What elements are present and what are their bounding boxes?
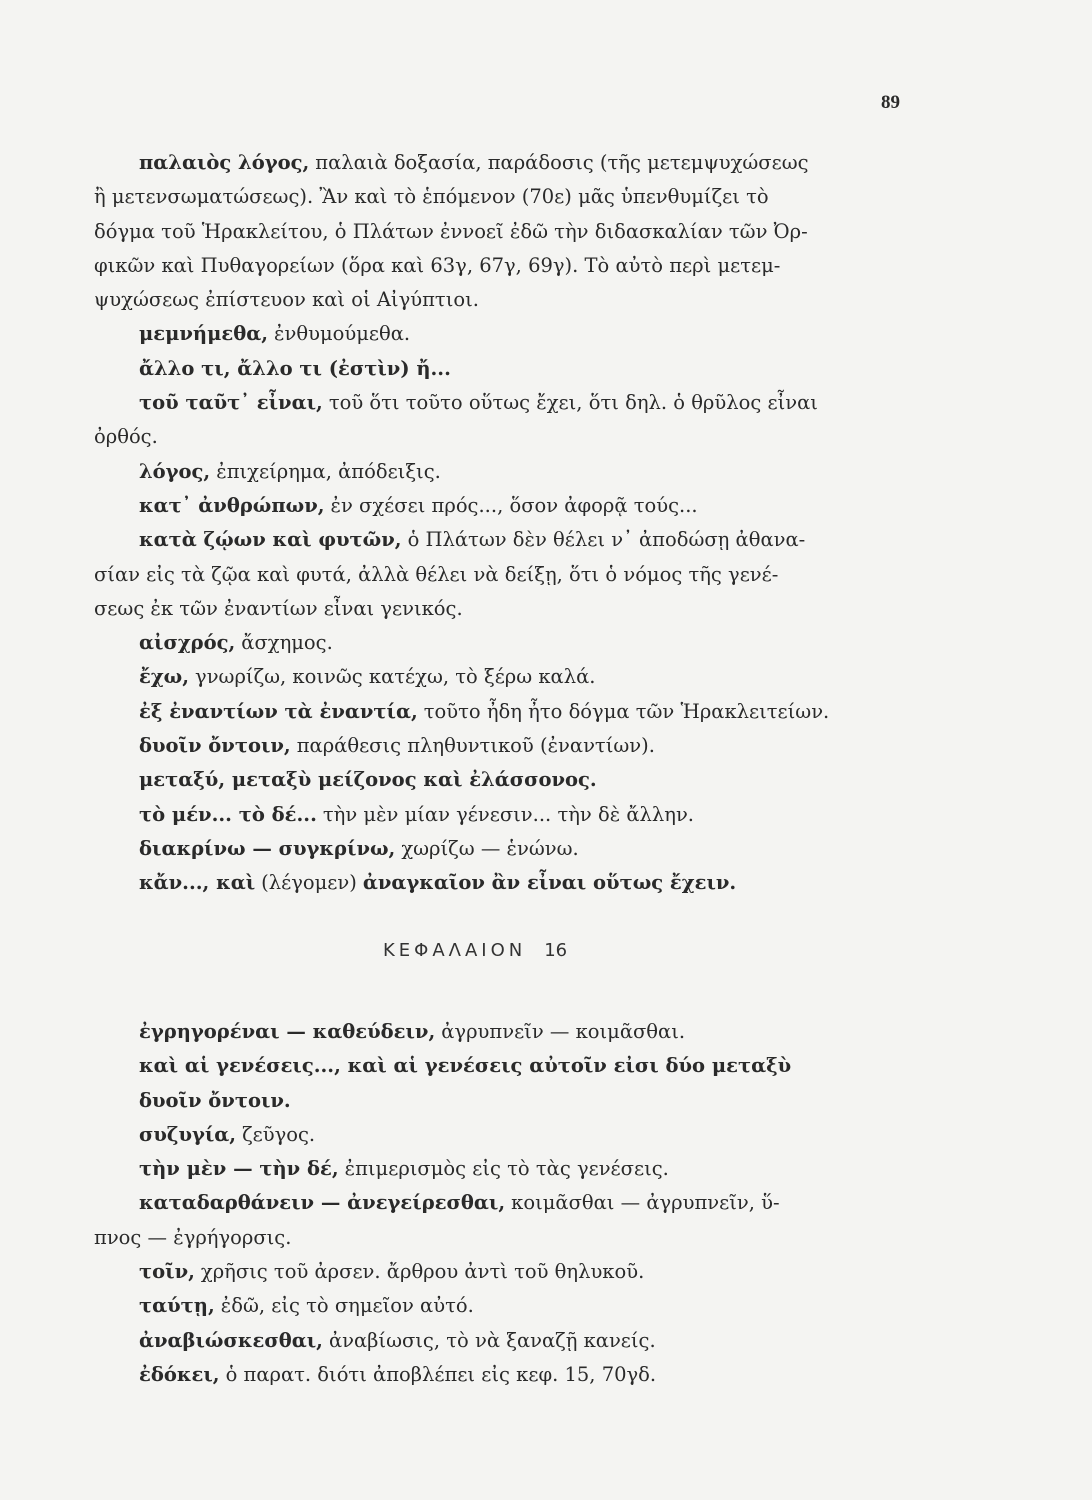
- gloss-text: ἐνθυμούμεθα.: [274, 322, 411, 346]
- commentary-section-1: [94, 146, 919, 901]
- lemma-term: διακρίνω — συγκρίνω,: [139, 836, 396, 860]
- commentary-line: [139, 626, 919, 660]
- lemma-term: παλαιὸς λόγος,: [139, 151, 310, 174]
- commentary-line: [139, 352, 919, 386]
- lemma-term: ταύτῃ,: [139, 1294, 215, 1318]
- lemma-term: ἄλλο τι, ἄλλο τι (ἐστὶν) ἤ...: [139, 356, 451, 380]
- gloss-text: χρῆσις τοῦ ἀρσεν. ἄρθρου ἀντὶ τοῦ θηλυκοῦ.: [200, 1260, 645, 1284]
- commentary-section-2: [94, 1015, 919, 1392]
- commentary-line: [139, 386, 919, 420]
- gloss-text: ἐδῶ, εἰς τὸ σημεῖον αὐτό.: [220, 1294, 474, 1318]
- commentary-line: [139, 489, 919, 523]
- commentary-line: [139, 1358, 919, 1392]
- commentary-line: [139, 1015, 919, 1049]
- lemma-term: μεμνήμεθα,: [139, 322, 269, 346]
- gloss-text: ἀγρυπνεῖν — κοιμᾶσθαι.: [441, 1020, 686, 1043]
- gloss-text: ἀναβίωσις, τὸ νὰ ξαναζῇ κανείς.: [328, 1328, 656, 1352]
- gloss-text: κοιμᾶσθαι — ἀγρυπνεῖν, ὕ-: [511, 1191, 780, 1215]
- lemma-term: τοῖν,: [139, 1260, 195, 1284]
- commentary-line: [94, 558, 875, 592]
- gloss-text: παλαιὰ δοξασία, παράδοσις (τῆς μετεμψυχώσεως: [315, 151, 809, 174]
- gloss-text: ἐν σχέσει πρός..., ὅσον ἀφορᾷ τούς...: [330, 493, 698, 517]
- lemma-term: κατὰ ζῴων καὶ φυτῶν,: [139, 528, 402, 552]
- lemma-term: μεταξύ, μεταξὺ μείζονος καὶ ἐλάσσονος.: [139, 768, 597, 792]
- commentary-line: [139, 832, 919, 866]
- lemma-term: ἔχω,: [139, 665, 190, 689]
- lemma-term: τὸ μέν... τὸ δέ...: [139, 802, 317, 826]
- gloss-text: ψυχώσεως ἐπίστευον καὶ οἱ Αἰγύπτιοι.: [94, 288, 479, 312]
- gloss-text: ὀρθός.: [94, 425, 158, 449]
- gloss-text: ἐπιχείρημα, ἀπόδειξις.: [216, 459, 441, 483]
- commentary-line: [94, 1221, 875, 1255]
- chapter-label: ΚΕΦΑΛΑΙΟΝ: [383, 940, 527, 961]
- gloss-text: ζεῦγος.: [242, 1122, 316, 1146]
- chapter-heading: [383, 940, 567, 961]
- commentary-line: [139, 455, 919, 489]
- commentary-line: [139, 1118, 919, 1152]
- commentary-line: [94, 420, 875, 454]
- page-number: 89: [881, 92, 900, 113]
- gloss-text: χωρίζω — ἑνώνω.: [401, 836, 579, 860]
- gloss-text: γνωρίζω, κοινῶς κατέχω, τὸ ξέρω καλά.: [195, 665, 596, 689]
- lemma-term: συζυγία,: [139, 1122, 237, 1146]
- commentary-line: [139, 1186, 919, 1220]
- gloss-text: πνος — ἐγρήγορσις.: [94, 1225, 292, 1249]
- gloss-text: ὁ Πλάτων δὲν θέλει ν᾽ ἀποδώσῃ ἀθανα-: [407, 528, 806, 552]
- lemma-term: κατ᾽ ἀνθρώπων,: [139, 493, 325, 517]
- lemma-term: καταδαρθάνειν — ἀνεγείρεσθαι,: [139, 1191, 506, 1215]
- commentary-line: [139, 695, 919, 729]
- gloss-text: φικῶν καὶ Πυθαγορείων (ὅρα καὶ 63γ, 67γ, 69γ). Τὸ αὐτὸ περὶ μετεμ-: [94, 253, 781, 277]
- lemma-term: λόγος,: [139, 459, 211, 483]
- commentary-line: [139, 1152, 919, 1186]
- commentary-line: [139, 1255, 919, 1289]
- gloss-text: τὴν μὲν μίαν γένεσιν... τὴν δὲ ἄλλην.: [322, 802, 694, 826]
- commentary-line: [139, 146, 919, 180]
- commentary-line: [139, 1049, 919, 1083]
- commentary-line: [94, 283, 875, 317]
- lemma-term: δυοῖν ὄντοιν.: [139, 1088, 291, 1112]
- commentary-line: [94, 592, 875, 626]
- chapter-number: 16: [544, 940, 568, 961]
- gloss-text: δόγμα τοῦ Ἡρακλείτου, ὁ Πλάτων ἐννοεῖ ἐδῶ τὴν διδασκαλίαν τῶν Ὀρ-: [94, 219, 808, 243]
- gloss-text: σίαν εἰς τὰ ζῷα καὶ φυτά, ἀλλὰ θέλει νὰ δείξῃ, ὅτι ὁ νόμος τῆς γενέ-: [94, 562, 779, 586]
- gloss-text: ἄσχημος.: [241, 631, 333, 655]
- commentary-line: [139, 1289, 919, 1323]
- commentary-line: [94, 180, 875, 214]
- gloss-text: παράθεσις πληθυντικοῦ (ἐναντίων).: [296, 734, 655, 758]
- gloss-text: ἢ μετενσωματώσεως). Ἂν καὶ τὸ ἑπόμενον (70ε) μᾶς ὑπενθυμίζει τὸ: [94, 185, 769, 209]
- lemma-term: ἐγρηγορέναι — καθεύδειν,: [139, 1020, 436, 1043]
- commentary-line: [94, 215, 875, 249]
- gloss-text: ὁ παρατ. διότι ἀποβλέπει εἰς κεφ. 15, 70γδ.: [225, 1362, 657, 1386]
- gloss-text: ἐπιμερισμὸς εἰς τὸ τὰς γενέσεις.: [344, 1157, 669, 1181]
- gloss-text: τοῦ ὅτι τοῦτο οὕτως ἔχει, ὅτι δηλ. ὁ θρῦλος εἶναι: [328, 391, 818, 415]
- lemma-term: ἐδόκει,: [139, 1362, 220, 1386]
- lemma-term: καὶ αἱ γενέσεις..., καὶ αἱ γενέσεις αὐτοῖν εἰσι δύο μεταξὺ: [139, 1054, 792, 1078]
- lemma-term: τὴν μὲν — τὴν δέ,: [139, 1157, 339, 1181]
- commentary-line: [139, 1084, 919, 1118]
- lemma-term-continued: ἀναγκαῖον ἂν εἶναι οὕτως ἔχειν.: [362, 871, 737, 895]
- gloss-text: σεως ἐκ τῶν ἐναντίων εἶναι γενικός.: [94, 596, 463, 620]
- lemma-term: τοῦ ταῦτ᾽ εἶναι,: [139, 391, 323, 415]
- commentary-line: [139, 866, 919, 900]
- commentary-line: [94, 249, 875, 283]
- commentary-line: [139, 729, 919, 763]
- commentary-line: [139, 660, 919, 694]
- commentary-line: [139, 763, 919, 797]
- gloss-text: τοῦτο ἦδη ἦτο δόγμα τῶν Ἡρακλειτείων.: [423, 699, 830, 723]
- lemma-term: ἐξ ἐναντίων τὰ ἐναντία,: [139, 699, 418, 723]
- lemma-term: κἄν..., καὶ: [139, 871, 256, 895]
- commentary-line: [139, 523, 919, 557]
- lemma-term: δυοῖν ὄντοιν,: [139, 734, 291, 758]
- commentary-line: [139, 1324, 919, 1358]
- lemma-term: ἀναβιώσκεσθαι,: [139, 1328, 323, 1352]
- commentary-line: [139, 798, 919, 832]
- commentary-line: [139, 317, 919, 351]
- gloss-text: (λέγομεν): [261, 871, 357, 895]
- lemma-term: αἰσχρός,: [139, 631, 236, 655]
